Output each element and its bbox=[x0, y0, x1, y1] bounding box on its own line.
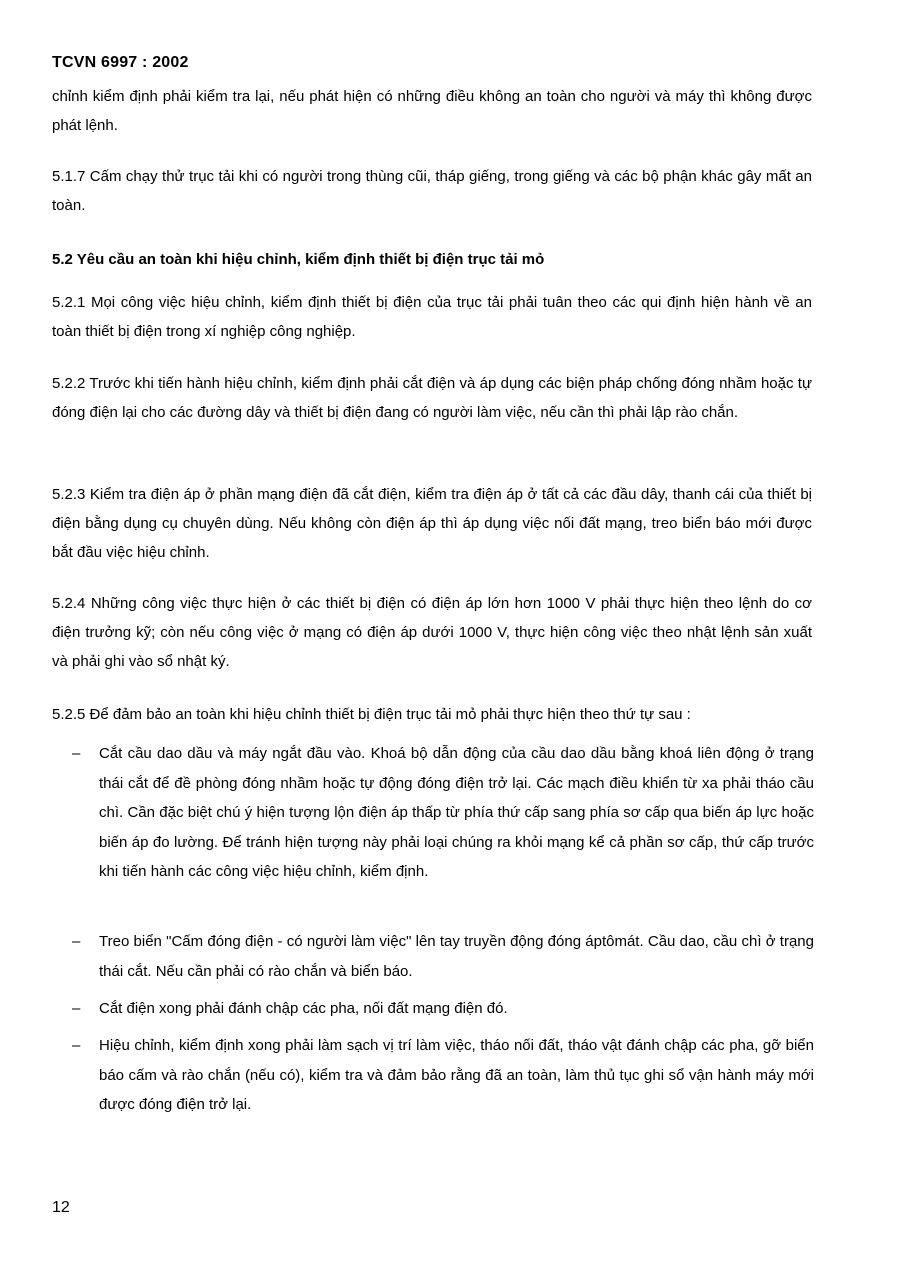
paragraph-5-2-2: 5.2.2 Trước khi tiến hành hiệu chỉnh, kiểm định phải cắt điện và áp dụng các biện pháp chống đóng nhầm hoặc tự đóng điện lại cho các đường dây và thiết bị điện đang có người làm việc, nếu cần thì phải lập rào chắn. bbox=[52, 375, 812, 421]
list-item-text: Cắt điện xong phải đánh chập các pha, nối đất mạng điện đó. bbox=[99, 1000, 508, 1017]
list-item-text: Treo biển "Cấm đóng điện - có người làm việc" lên tay truyền động đóng áptômát. Cầu dao, cầu chì ở trạng thái cắt. Nếu cần phải có rào chắn và biển báo. bbox=[99, 933, 814, 980]
dash-bullet: – bbox=[72, 933, 81, 950]
paragraph-5-2-1: 5.2.1 Mọi công việc hiệu chỉnh, kiểm định thiết bị điện của trục tải phải tuân theo các qui định hiện hành về an toàn thiết bị điện trong xí nghiệp công nghiệp. bbox=[52, 294, 812, 340]
page-number: 12 bbox=[52, 1199, 70, 1216]
list-item bbox=[72, 994, 814, 1024]
paragraph-continued: chỉnh kiểm định phải kiểm tra lại, nếu phát hiện có những điều không an toàn cho người và máy thì không được phát lệnh. bbox=[52, 88, 812, 134]
list-item-text: Cắt cầu dao dầu và máy ngắt đầu vào. Khoá bộ dẫn động của cầu dao dầu bằng khoá liên động ở trạng thái cắt để đề phòng đóng nhầm hoặc tự động đóng điện trở lại. Các mạch điều khiển từ xa phải tháo cầu chì. Cần đặc biệt chú ý hiện tượng lộn điện áp thấp từ phía thứ cấp sang phía sơ cấp qua biến áp lực hoặc biến áp đo lường. Để tránh hiện tượng này phải loại chúng ra khỏi mạng kể cả phần sơ cấp, thứ cấp trước khi tiến hành các công việc hiệu chỉnh, kiểm định. bbox=[99, 745, 814, 880]
section-heading-5-2: 5.2 Yêu cầu an toàn khi hiệu chỉnh, kiểm định thiết bị điện trục tải mỏ bbox=[52, 251, 545, 268]
document-code-header: TCVN 6997 : 2002 bbox=[52, 54, 189, 71]
dash-bullet: – bbox=[72, 745, 81, 762]
list-item bbox=[72, 1031, 814, 1120]
list-item-text: Hiệu chỉnh, kiểm định xong phải làm sạch vị trí làm việc, tháo nối đất, tháo vật đánh chập các pha, gỡ biển báo cấm và rào chắn (nếu có), kiểm tra và đảm bảo rằng đã an toàn, làm thủ tục ghi sổ vận hành máy mới được đóng điện trở lại. bbox=[99, 1037, 814, 1113]
dash-bullet: – bbox=[72, 1037, 81, 1054]
paragraph-5-2-3: 5.2.3 Kiểm tra điện áp ở phần mạng điện đã cắt điện, kiểm tra điện áp ở tất cả các đầu dây, thanh cái của thiết bị điện bằng dụng cụ chuyên dùng. Nếu không còn điện áp thì áp dụng việc nối đất mạng, treo biển báo mới được bắt đầu việc hiệu chỉnh. bbox=[52, 486, 812, 561]
paragraph-5-2-4: 5.2.4 Những công việc thực hiện ở các thiết bị điện có điện áp lớn hơn 1000 V phải thực hiện theo lệnh do cơ điện trưởng kỹ; còn nếu công việc ở mạng có điện áp dưới 1000 V, thực hiện công việc theo nhật lệnh sản xuất và phải ghi vào sổ nhật ký. bbox=[52, 595, 812, 670]
list-item bbox=[72, 739, 814, 887]
paragraph-5-2-5: 5.2.5 Để đảm bảo an toàn khi hiệu chỉnh thiết bị điện trục tải mỏ phải thực hiện theo thứ tự sau : bbox=[52, 706, 691, 723]
paragraph-5-1-7: 5.1.7 Cấm chạy thử trục tải khi có người trong thùng cũi, tháp giếng, trong giếng và các bộ phận khác gây mất an toàn. bbox=[52, 168, 812, 214]
list-item bbox=[72, 927, 814, 986]
dash-bullet: – bbox=[72, 1000, 81, 1017]
